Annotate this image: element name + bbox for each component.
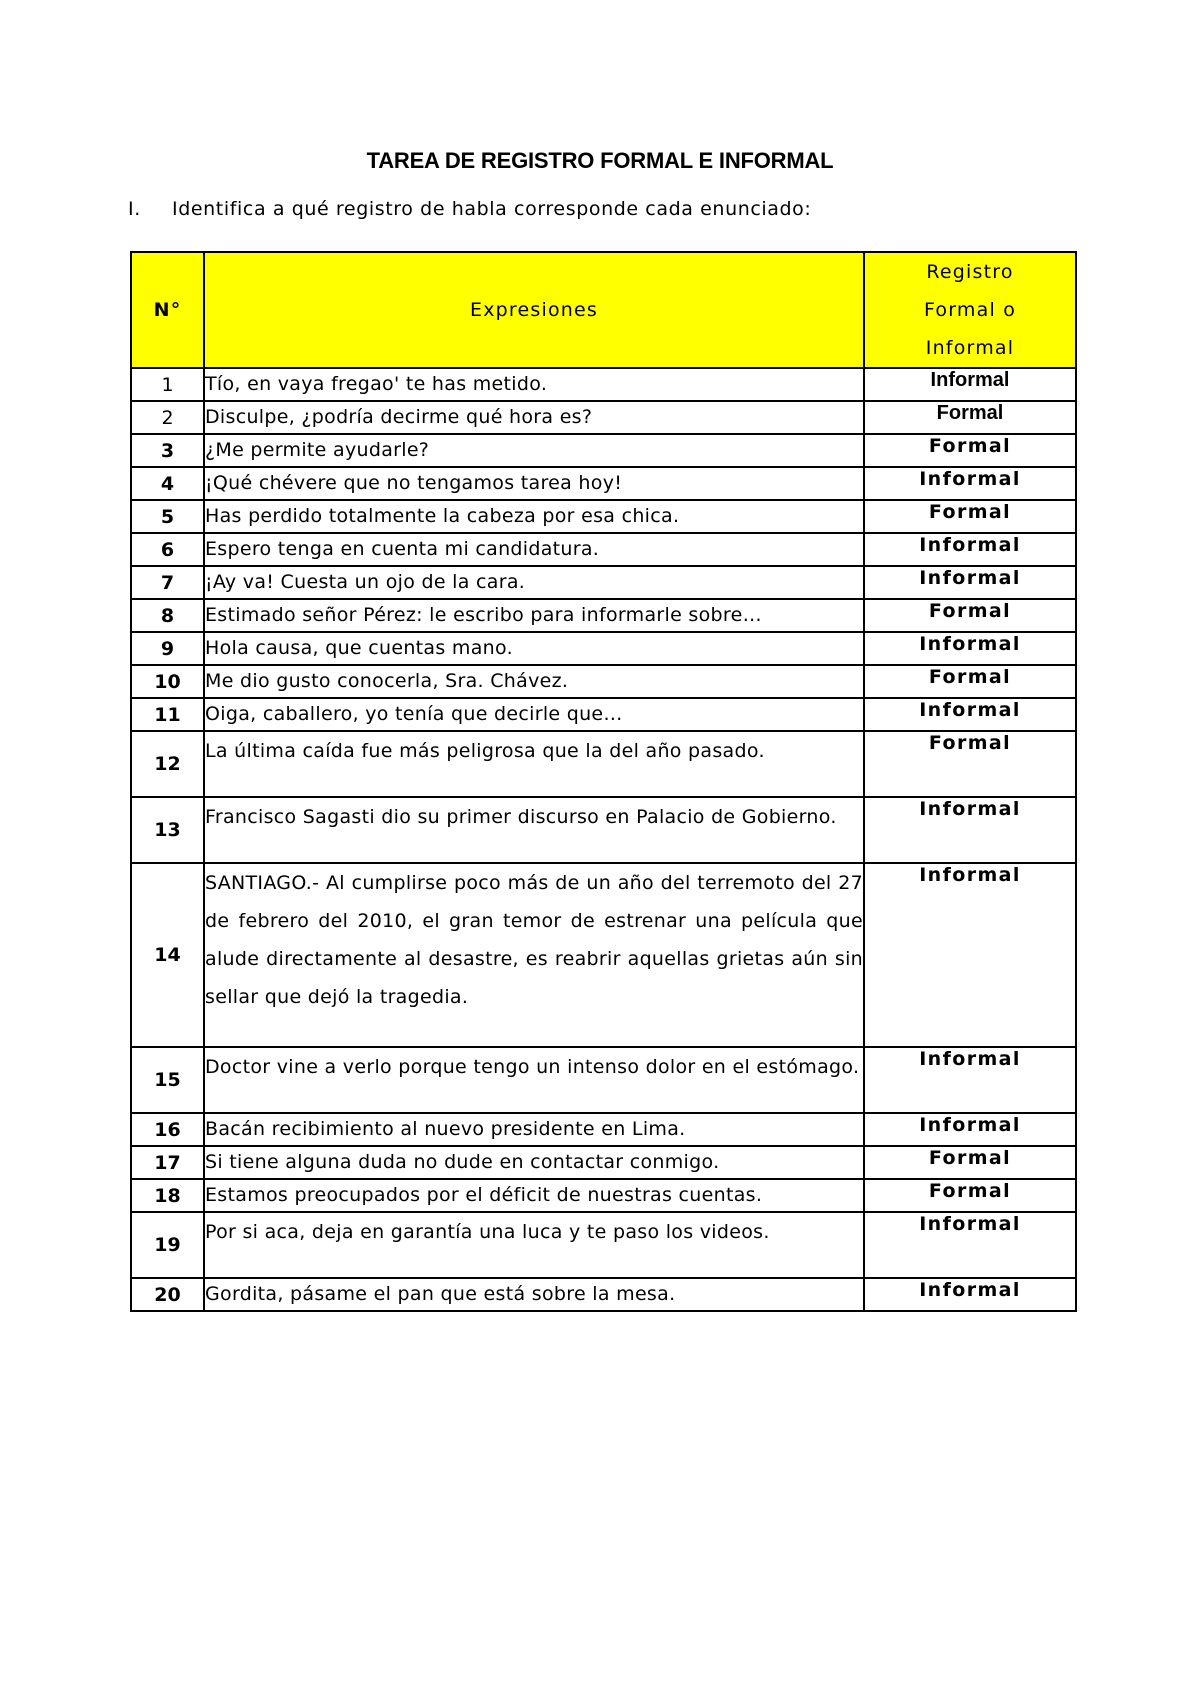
instruction	[128, 198, 811, 220]
row-register: Informal	[864, 368, 1076, 401]
row-number: 7	[131, 566, 204, 599]
row-expression: Espero tenga en cuenta mi candidatura.	[204, 533, 864, 566]
row-number: 17	[131, 1146, 204, 1179]
row-register: Informal	[864, 467, 1076, 500]
table-row	[131, 1113, 1076, 1146]
table-row	[131, 797, 1076, 863]
header-register	[864, 252, 1076, 368]
table-row	[131, 1146, 1076, 1179]
row-number: 15	[131, 1047, 204, 1113]
row-number: 16	[131, 1113, 204, 1146]
row-register: Informal	[864, 1047, 1076, 1113]
row-number: 3	[131, 434, 204, 467]
table-row	[131, 500, 1076, 533]
table-row	[131, 566, 1076, 599]
table-row	[131, 1179, 1076, 1212]
row-expression: Francisco Sagasti dio su primer discurso en Palacio de Gobierno.	[204, 797, 864, 863]
row-expression: ¿Me permite ayudarle?	[204, 434, 864, 467]
row-expression: Estamos preocupados por el déficit de nuestras cuentas.	[204, 1179, 864, 1212]
table-row	[131, 863, 1076, 1047]
row-number: 11	[131, 698, 204, 731]
row-expression: ¡Qué chévere que no tengamos tarea hoy!	[204, 467, 864, 500]
row-expression: Has perdido totalmente la cabeza por esa chica.	[204, 500, 864, 533]
row-expression: Estimado señor Pérez: le escribo para informarle sobre…	[204, 599, 864, 632]
row-expression: Bacán recibimiento al nuevo presidente en Lima.	[204, 1113, 864, 1146]
row-number: 19	[131, 1212, 204, 1278]
table-row	[131, 368, 1076, 401]
row-expression: La última caída fue más peligrosa que la del año pasado.	[204, 731, 864, 797]
row-register: Informal	[864, 1278, 1076, 1311]
row-number: 6	[131, 533, 204, 566]
table-row	[131, 434, 1076, 467]
row-number: 2	[131, 401, 204, 434]
row-register: Informal	[864, 1113, 1076, 1146]
row-register: Informal	[864, 1212, 1076, 1278]
row-expression: SANTIAGO.- Al cumplirse poco más de un año del terremoto del 27 de febrero del 2010, el gran temor de estrenar una película que alude directamente al desastre, es reabrir aquellas grietas aún sin sellar que dejó la tragedia.	[204, 863, 864, 1047]
table-row	[131, 599, 1076, 632]
header-register-line: Informal	[925, 337, 1015, 359]
row-expression: Oiga, caballero, yo tenía que decirle que…	[204, 698, 864, 731]
table-row	[131, 632, 1076, 665]
header-expressions: Expresiones	[204, 252, 864, 368]
row-register: Informal	[864, 533, 1076, 566]
row-expression: Gordita, pásame el pan que está sobre la mesa.	[204, 1278, 864, 1311]
row-register: Formal	[864, 1179, 1076, 1212]
row-number: 12	[131, 731, 204, 797]
row-register: Informal	[864, 566, 1076, 599]
row-number: 14	[131, 863, 204, 1047]
row-expression: Hola causa, que cuentas mano.	[204, 632, 864, 665]
instruction-text: Identifica a qué registro de habla corresponde cada enunciado:	[172, 198, 812, 220]
row-register: Formal	[864, 434, 1076, 467]
row-register: Formal	[864, 500, 1076, 533]
table-row	[131, 1212, 1076, 1278]
row-register: Informal	[864, 632, 1076, 665]
row-register: Formal	[864, 599, 1076, 632]
row-register: Formal	[864, 401, 1076, 434]
table-row	[131, 533, 1076, 566]
row-number: 5	[131, 500, 204, 533]
row-register: Formal	[864, 1146, 1076, 1179]
row-number: 13	[131, 797, 204, 863]
row-register: Formal	[864, 665, 1076, 698]
row-expression: Tío, en vaya fregao' te has metido.	[204, 368, 864, 401]
table-row	[131, 1047, 1076, 1113]
header-register-line: Formal o	[923, 299, 1017, 321]
row-number: 8	[131, 599, 204, 632]
table-row	[131, 665, 1076, 698]
row-expression: Disculpe, ¿podría decirme qué hora es?	[204, 401, 864, 434]
row-number: 18	[131, 1179, 204, 1212]
table-row	[131, 731, 1076, 797]
header-number: N°	[131, 252, 204, 368]
table-row	[131, 467, 1076, 500]
row-expression: Si tiene alguna duda no dude en contactar conmigo.	[204, 1146, 864, 1179]
row-number: 9	[131, 632, 204, 665]
row-expression: ¡Ay va! Cuesta un ojo de la cara.	[204, 566, 864, 599]
row-number: 1	[131, 368, 204, 401]
table-header-row	[131, 252, 1076, 368]
row-number: 20	[131, 1278, 204, 1311]
table-row	[131, 698, 1076, 731]
table-row	[131, 401, 1076, 434]
row-register: Informal	[864, 863, 1076, 1047]
header-register-line: Registro	[926, 261, 1014, 283]
row-register: Informal	[864, 797, 1076, 863]
row-number: 10	[131, 665, 204, 698]
instruction-number: I.	[128, 198, 141, 220]
row-expression: Por si aca, deja en garantía una luca y te paso los videos.	[204, 1212, 864, 1278]
table-row	[131, 1278, 1076, 1311]
row-register: Informal	[864, 698, 1076, 731]
register-table	[130, 251, 1077, 1312]
row-expression: Doctor vine a verlo porque tengo un intenso dolor en el estómago.	[204, 1047, 864, 1113]
row-number: 4	[131, 467, 204, 500]
row-expression: Me dio gusto conocerla, Sra. Chávez.	[204, 665, 864, 698]
row-register: Formal	[864, 731, 1076, 797]
page-title: TAREA DE REGISTRO FORMAL E INFORMAL	[366, 148, 834, 173]
